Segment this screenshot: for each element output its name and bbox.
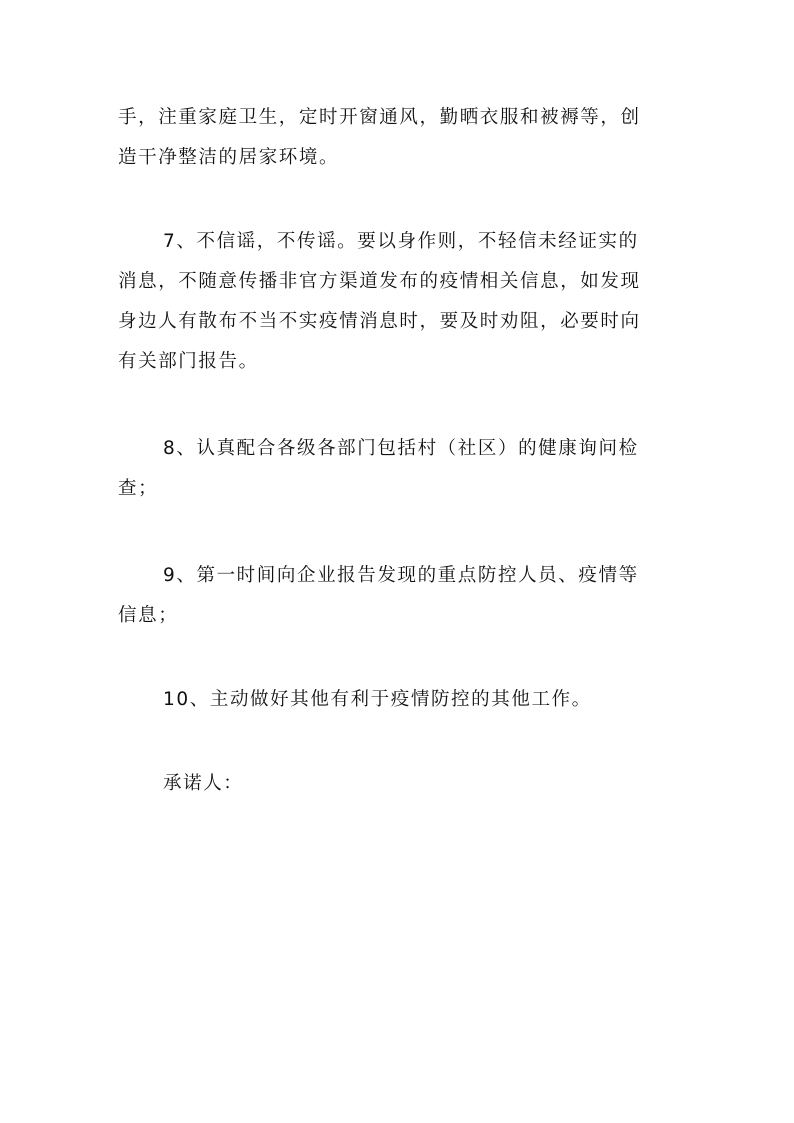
paragraph-10-line-1: 10、主动做好其他有利于疫情防控的其他工作。	[163, 689, 592, 710]
paragraph-6-line-1: 手，注重家庭卫生，定时开窗通风，勤晒衣服和被褥等，创	[118, 107, 641, 128]
paragraph-7-line-3: 身边人有散布不当不实疫情消息时，要及时劝阻，必要时向	[118, 311, 641, 332]
paragraph-6-line-2: 造干净整洁的居家环境。	[118, 147, 340, 168]
paragraph-7-line-2: 消息，不随意传播非官方渠道发布的疫情相关信息，如发现	[118, 271, 641, 292]
paragraph-9-line-1: 9、第一时间向企业报告发现的重点防控人员、疫情等	[163, 565, 639, 586]
paragraph-9-line-2: 信息；	[118, 605, 179, 626]
paragraph-8-line-1: 8、认真配合各级各部门包括村（社区）的健康询问检	[163, 438, 639, 459]
paragraph-7-line-4: 有关部门报告。	[118, 351, 259, 372]
paragraph-8-line-2: 查；	[118, 478, 159, 499]
signature-label: 承诺人：	[163, 773, 244, 794]
paragraph-7-line-1: 7、不信谣，不传谣。要以身作则，不轻信未经证实的	[163, 231, 639, 252]
